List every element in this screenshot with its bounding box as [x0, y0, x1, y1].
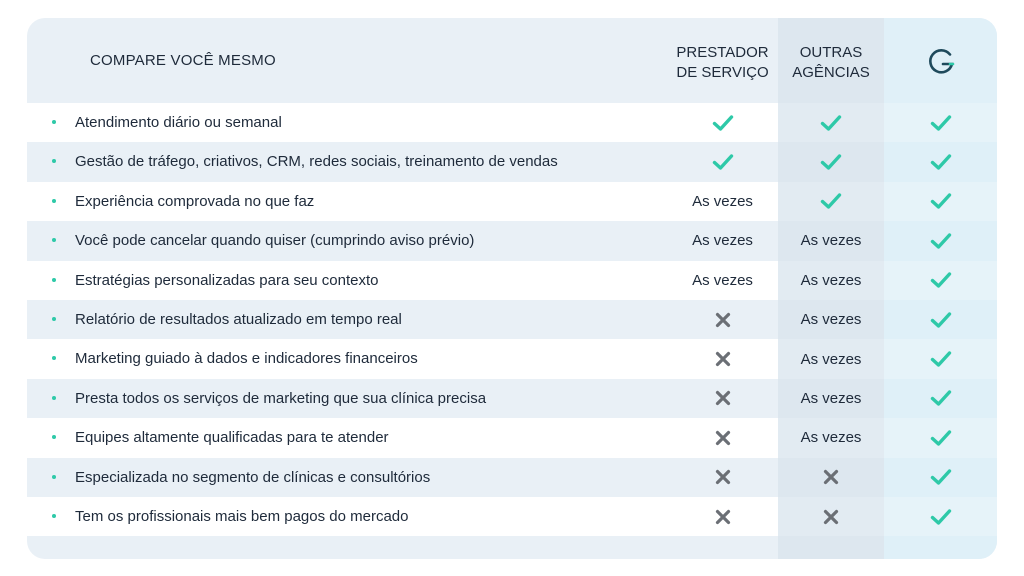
- value-text: As vezes: [800, 389, 862, 407]
- check-icon: [778, 142, 884, 181]
- cross-icon: [670, 339, 775, 378]
- feature-label: Estratégias personalizadas para seu contexto: [75, 271, 379, 289]
- comparison-card: [27, 18, 997, 559]
- check-icon: [884, 221, 997, 260]
- feature-label: Presta todos os serviços de marketing que sua clínica precisa: [75, 389, 487, 407]
- bullet-icon: [52, 475, 56, 479]
- table-row: [27, 339, 997, 378]
- check-icon: [778, 103, 884, 142]
- check-icon: [884, 418, 997, 457]
- check-icon: [884, 379, 997, 418]
- table-header: [27, 18, 997, 103]
- cross-icon: [670, 379, 775, 418]
- cross-icon: [670, 418, 775, 457]
- value-text: As vezes: [800, 350, 862, 368]
- value-text: As vezes: [800, 311, 862, 329]
- bullet-icon: [52, 435, 56, 439]
- cross-icon: [670, 497, 775, 536]
- table-row: [27, 182, 997, 221]
- table-row: [27, 418, 997, 457]
- cross-icon: [670, 458, 775, 497]
- value-text: As vezes: [800, 429, 862, 447]
- bullet-icon: [52, 356, 56, 360]
- cross-icon: [670, 300, 775, 339]
- check-icon: [884, 261, 997, 300]
- feature-label: Gestão de tráfego, criativos, CRM, redes sociais, treinamento de vendas: [75, 153, 558, 171]
- check-icon: [670, 103, 775, 142]
- col-header-outras: OUTRAS AGÊNCIAS: [792, 44, 870, 81]
- bullet-icon: [52, 278, 56, 282]
- table-footer: [27, 536, 997, 559]
- col-header-prestador: PRESTADOR DE SERVIÇO: [676, 44, 769, 81]
- cross-icon: [778, 458, 884, 497]
- bullet-icon: [52, 120, 56, 124]
- table-row: [27, 458, 997, 497]
- table-row: [27, 261, 997, 300]
- table-row: [27, 221, 997, 260]
- feature-label: Experiência comprovada no que faz: [75, 192, 315, 210]
- check-icon: [884, 103, 997, 142]
- check-icon: [884, 339, 997, 378]
- feature-label: Tem os profissionais mais bem pagos do mercado: [75, 507, 409, 525]
- table-row: [27, 300, 997, 339]
- feature-label: Atendimento diário ou semanal: [75, 114, 282, 131]
- check-icon: [670, 142, 775, 181]
- check-icon: [778, 182, 884, 221]
- check-icon: [884, 182, 997, 221]
- check-icon: [884, 300, 997, 339]
- bullet-icon: [52, 396, 56, 400]
- cross-icon: [778, 497, 884, 536]
- table-row: [27, 142, 997, 181]
- value-text: As vezes: [800, 232, 862, 250]
- check-icon: [884, 142, 997, 181]
- bullet-icon: [52, 514, 56, 518]
- compare-title: COMPARE VOCÊ MESMO: [90, 52, 276, 69]
- value-text: As vezes: [800, 271, 862, 289]
- bullet-icon: [52, 199, 56, 203]
- feature-label: Relatório de resultados atualizado em tempo real: [75, 310, 402, 328]
- table-row: [27, 379, 997, 418]
- check-icon: [884, 497, 997, 536]
- feature-label: Equipes altamente qualificadas para te atender: [75, 429, 389, 447]
- check-icon: [884, 458, 997, 497]
- comparison-rows: [27, 103, 997, 536]
- value-text: As vezes: [692, 192, 753, 210]
- value-text: As vezes: [692, 232, 753, 250]
- value-text: As vezes: [692, 271, 753, 289]
- feature-label: Marketing guiado à dados e indicadores financeiros: [75, 350, 418, 368]
- table-row: [27, 103, 997, 142]
- feature-label: Você pode cancelar quando quiser (cumprindo aviso prévio): [75, 232, 475, 250]
- feature-label: Especializada no segmento de clínicas e consultórios: [75, 468, 431, 486]
- table-row: [27, 497, 997, 536]
- g-logo-icon: [884, 42, 997, 82]
- bullet-icon: [52, 317, 56, 321]
